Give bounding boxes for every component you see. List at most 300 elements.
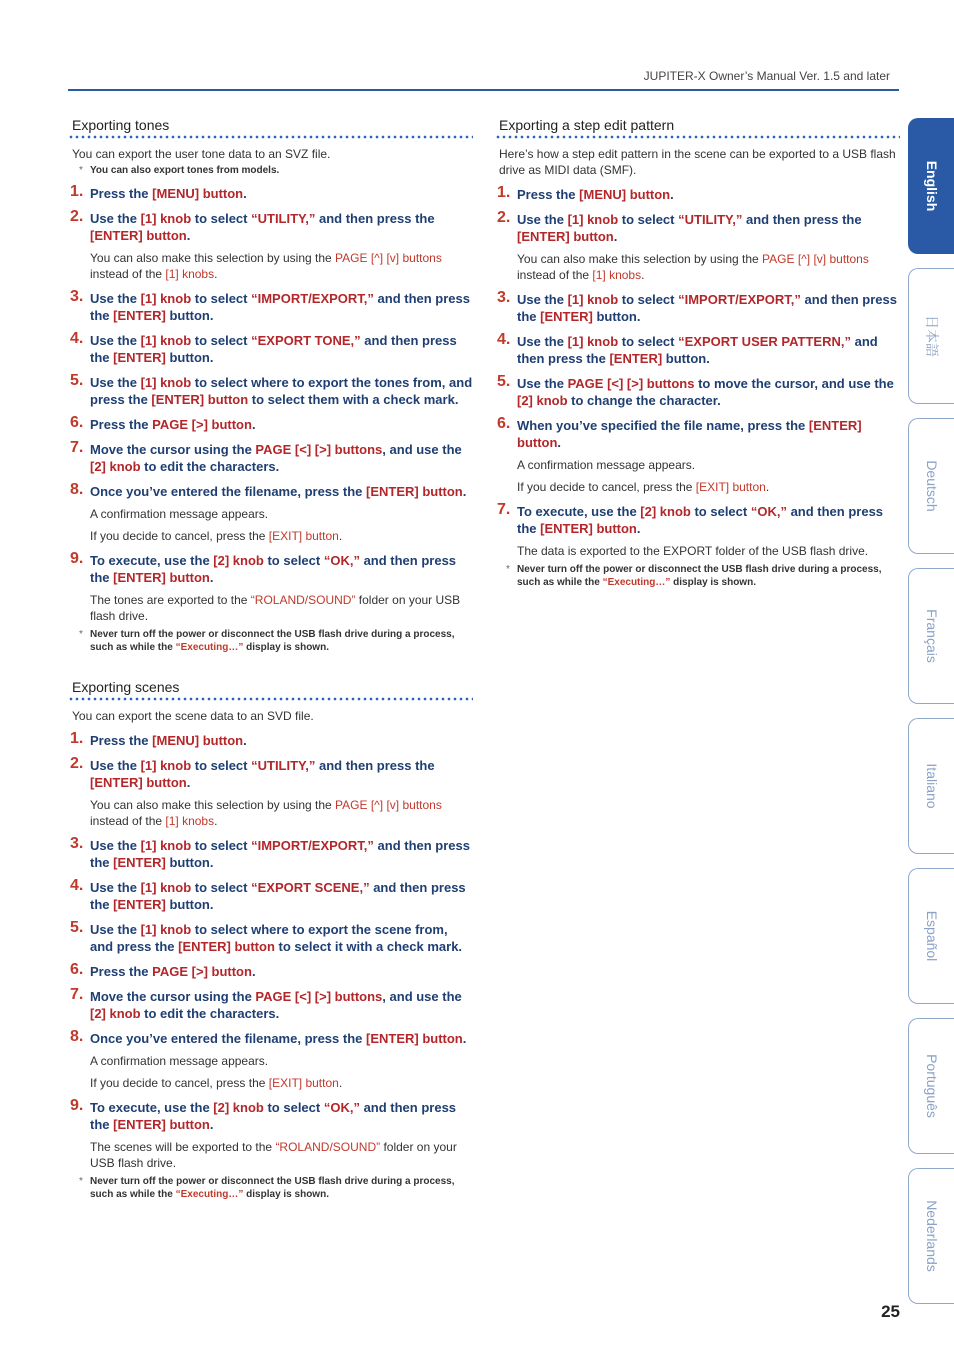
highlight-text: [ENTER] button [517, 418, 862, 450]
step-text [90, 185, 473, 202]
step-number: 7. [497, 501, 511, 518]
step-item [68, 963, 473, 980]
step-item [68, 879, 473, 913]
section-intro: You can export the scene data to an SVD file. [72, 709, 314, 723]
step-text [90, 732, 473, 749]
highlight-text: [1] knob [140, 922, 192, 937]
text-run: to change the character. [567, 393, 721, 408]
step-item [68, 921, 473, 955]
text-run: . [462, 484, 467, 499]
highlight-text: [1] knob [140, 758, 192, 773]
header-rule [68, 89, 899, 91]
text-run: To execute, use the [90, 1100, 214, 1115]
text-run: Move the cursor using the [90, 442, 256, 457]
text-run: The scenes will be exported to the [90, 1140, 276, 1154]
text-run: to select [690, 504, 751, 519]
text-run: button. [662, 351, 710, 366]
step-text [90, 1030, 473, 1047]
text-run: You can also make this selection by using the [90, 798, 336, 812]
text-run: . [251, 964, 256, 979]
step-list [68, 185, 473, 654]
text-run: When you’ve specified the file name, press the [517, 418, 809, 433]
text-run: Use the [517, 212, 568, 227]
text-run: Never turn off the power or disconnect the USB flash drive during a process, such as while the [90, 1176, 455, 1200]
text-run: Press the [517, 187, 580, 202]
highlight-text: [EXIT] button [268, 1076, 339, 1090]
text-run: . [214, 814, 218, 828]
section-intro: You can export the user tone data to an SVZ file. [72, 147, 331, 161]
dotted-divider [495, 135, 900, 139]
step-number: 2. [497, 209, 511, 226]
text-run: to select it with a check mark. [274, 939, 463, 954]
section-exporting-tones [68, 116, 473, 654]
language-tab[interactable] [908, 1168, 954, 1304]
text-run: to select [191, 333, 252, 348]
highlight-text: PAGE [<] [>] buttons [255, 442, 383, 457]
text-run: Never turn off the power or disconnect the USB flash drive during a process, such as while the [517, 564, 882, 588]
step-number: 4. [497, 331, 511, 348]
step-number: 3. [497, 289, 511, 306]
highlight-text: [1] knob [140, 291, 192, 306]
step-number: 1. [497, 184, 511, 201]
step-number: 8. [70, 481, 84, 498]
step-number: 6. [70, 961, 84, 978]
step-item [68, 988, 473, 1022]
step-item [495, 291, 900, 325]
text-run: . [557, 435, 562, 450]
step-item [495, 375, 900, 409]
caution-note [68, 1175, 473, 1201]
step-detail [68, 1053, 473, 1069]
text-run: to move the cursor, and use the [694, 376, 894, 391]
text-run: Once you’ve entered the filename, press the [90, 1031, 366, 1046]
text-run: Never turn off the power or disconnect the USB flash drive during a process, such as while the [90, 629, 455, 653]
text-run: If you decide to cancel, press the [90, 529, 269, 543]
text-run: button. [165, 308, 214, 323]
text-run: If you decide to cancel, press the [90, 1076, 269, 1090]
highlight-text: [ENTER] [540, 309, 593, 324]
text-run: . [209, 570, 214, 585]
highlight-text: [EXIT] button [695, 480, 766, 494]
highlight-text: [1] knobs [165, 814, 215, 828]
text-run: to select [263, 553, 324, 568]
step-item [68, 552, 473, 586]
text-run: To execute, use the [90, 553, 214, 568]
text-run: Use the [90, 922, 141, 937]
highlight-text: [ENTER] button [178, 939, 275, 954]
highlight-text: [2] knob [90, 1006, 141, 1021]
highlight-text: “EXPORT SCENE,” [251, 880, 370, 895]
text-run: Press the [90, 733, 153, 748]
step-item [68, 441, 473, 475]
step-item [68, 1099, 473, 1133]
step-number: 3. [70, 835, 84, 852]
text-run: instead of the [517, 268, 593, 282]
text-run: . [209, 1117, 214, 1132]
highlight-text: PAGE [<] [>] buttons [567, 376, 695, 391]
highlight-text: [2] knob [213, 553, 264, 568]
text-run: A confirmation message appears. [517, 458, 696, 472]
text-run: . [243, 733, 247, 748]
highlight-text: [2] knob [640, 504, 691, 519]
text-run: . [765, 480, 770, 494]
highlight-text: [ENTER] [113, 855, 166, 870]
highlight-text: “OK,” [323, 1100, 360, 1115]
text-run: Use the [90, 880, 141, 895]
text-run: . [641, 268, 645, 282]
text-run: . [243, 186, 247, 201]
step-number: 6. [70, 414, 84, 431]
highlight-text: [ENTER] [113, 308, 166, 323]
step-number: 2. [70, 755, 84, 772]
text-run: . [186, 228, 191, 243]
text-run: and then press the [517, 292, 897, 324]
text-run: To execute, use the [517, 504, 641, 519]
text-run: , and use the [382, 442, 462, 457]
text-run: folder on your USB flash drive. [90, 1140, 457, 1170]
text-run: and then press the [90, 553, 457, 585]
language-tab-label: Español [923, 910, 940, 962]
step-text [90, 963, 473, 980]
text-run: A confirmation message appears. [90, 507, 269, 521]
highlight-text: [ENTER] [609, 351, 663, 366]
step-list [495, 186, 900, 589]
step-number: 8. [70, 1028, 84, 1045]
language-tab[interactable] [908, 268, 954, 404]
highlight-text: PAGE [^] [v] buttons [762, 252, 869, 266]
text-run: . [251, 417, 256, 432]
highlight-text: [1] knob [140, 838, 192, 853]
highlight-text: [ENTER] button [365, 484, 463, 499]
language-tab[interactable] [908, 718, 954, 854]
highlight-text: [1] knob [140, 880, 192, 895]
text-run: Use the [90, 291, 141, 306]
text-run: to select [191, 880, 252, 895]
highlight-text: [MENU] button [579, 187, 671, 202]
step-text [90, 552, 473, 586]
step-item [495, 186, 900, 203]
step-detail [495, 251, 900, 283]
dotted-divider [68, 135, 473, 139]
text-run: and then press the [315, 211, 435, 226]
highlight-text: PAGE [^] [v] buttons [335, 251, 442, 265]
text-run: instead of the [90, 267, 166, 281]
text-run: and then press the [90, 1100, 457, 1132]
step-item [68, 332, 473, 366]
step-number: 1. [70, 730, 84, 747]
highlight-text: PAGE [>] button [152, 417, 252, 432]
text-run: . [338, 1076, 343, 1090]
text-run: Use the [517, 376, 568, 391]
text-run: and then press the [315, 758, 435, 773]
text-run: and then press the [517, 334, 878, 366]
step-text [90, 332, 473, 366]
text-run: and then press the [90, 333, 457, 365]
step-detail [495, 543, 900, 559]
text-run: and then press the [90, 880, 466, 912]
text-run: Use the [90, 838, 141, 853]
step-text [90, 374, 473, 408]
step-text [90, 441, 473, 475]
highlight-text: [2] knob [213, 1100, 264, 1115]
step-number: 3. [70, 288, 84, 305]
text-run: to select [618, 292, 679, 307]
highlight-text: PAGE [<] [>] buttons [255, 989, 383, 1004]
text-run: display is shown. [243, 642, 329, 653]
step-detail [68, 592, 473, 624]
text-run: to select them with a check mark. [248, 392, 459, 407]
step-item [68, 757, 473, 791]
step-detail [68, 528, 473, 544]
language-tab-label: 日本語 [923, 315, 940, 357]
text-run: If you decide to cancel, press the [517, 480, 696, 494]
text-run: to select where to export the tones from, and press the [90, 375, 473, 407]
highlight-text: [2] knob [517, 393, 568, 408]
section-title: Exporting scenes [72, 679, 180, 695]
text-run: Use the [517, 292, 568, 307]
caution-note [495, 563, 900, 589]
step-text [517, 186, 900, 203]
text-run: to select [618, 212, 679, 227]
highlight-text: [1] knob [140, 375, 192, 390]
text-run: and then press the [90, 838, 470, 870]
highlight-text: [ENTER] button [90, 775, 187, 790]
text-run: button. [165, 350, 214, 365]
text-run: to select [191, 758, 252, 773]
text-run: Press the [90, 964, 153, 979]
highlight-text: [ENTER] button [517, 229, 614, 244]
text-run: display is shown. [243, 1189, 329, 1200]
step-number: 9. [70, 550, 84, 567]
highlight-text: [1] knobs [165, 267, 215, 281]
section-title: Exporting tones [72, 117, 170, 133]
text-run: button. [165, 897, 214, 912]
highlight-text: “OK,” [323, 553, 360, 568]
step-number: 9. [70, 1097, 84, 1114]
section-title: Exporting a step edit pattern [499, 117, 675, 133]
step-item [68, 837, 473, 871]
text-run: Once you’ve entered the filename, press the [90, 484, 366, 499]
step-text [90, 921, 473, 955]
step-number: 7. [70, 986, 84, 1003]
step-text [90, 837, 473, 871]
language-tab-label: Français [923, 609, 940, 663]
highlight-text: “IMPORT/EXPORT,” [678, 292, 801, 307]
step-number: 6. [497, 415, 511, 432]
text-run: and then press the [90, 291, 470, 323]
text-run: Press the [90, 417, 153, 432]
step-number: 2. [70, 208, 84, 225]
step-text [90, 757, 473, 791]
highlight-text: “UTILITY,” [251, 211, 316, 226]
highlight-text: PAGE [^] [v] buttons [335, 798, 442, 812]
highlight-text: “Executing…” [175, 642, 244, 653]
section-intro: Here’s how a step edit pattern in the scene can be exported to a USB flash drive as MIDI data (SMF). [499, 147, 896, 177]
text-run: to select [191, 211, 252, 226]
text-run: instead of the [90, 814, 166, 828]
step-item [495, 503, 900, 537]
highlight-text: “OK,” [750, 504, 787, 519]
step-text [90, 416, 473, 433]
step-number: 7. [70, 439, 84, 456]
text-run: to select [191, 838, 252, 853]
language-tab-label: Deutsch [923, 460, 940, 512]
step-text [90, 290, 473, 324]
step-detail [68, 1075, 473, 1091]
text-run: Use the [90, 758, 141, 773]
step-text [517, 375, 900, 409]
page-number: 25 [881, 1302, 900, 1321]
step-item [495, 211, 900, 245]
caution-note [68, 628, 473, 654]
text-run: to select where to export the scene from, and press the [90, 922, 448, 954]
text-run: and then press the [517, 504, 884, 536]
step-text [517, 503, 900, 537]
step-detail [68, 797, 473, 829]
step-number: 4. [70, 330, 84, 347]
step-detail [495, 457, 900, 473]
step-list [68, 732, 473, 1201]
step-text [90, 988, 473, 1022]
highlight-text: “EXPORT TONE,” [251, 333, 361, 348]
text-run: . [214, 267, 218, 281]
step-item [495, 417, 900, 451]
step-number: 5. [70, 919, 84, 936]
language-tab[interactable] [908, 1018, 954, 1154]
step-text [90, 879, 473, 913]
text-run: to edit the characters. [140, 1006, 280, 1021]
highlight-text: [ENTER] button [151, 392, 249, 407]
highlight-text: [ENTER] button [113, 1117, 210, 1132]
step-item [68, 290, 473, 324]
text-run: Use the [90, 211, 141, 226]
step-text [517, 291, 900, 325]
step-item [68, 374, 473, 408]
language-tab[interactable] [908, 568, 954, 704]
step-text [90, 483, 473, 500]
highlight-text: [MENU] button [152, 733, 244, 748]
text-run: to select [191, 291, 252, 306]
step-text [90, 210, 473, 244]
step-item [68, 732, 473, 749]
text-run: to select [618, 334, 679, 349]
step-number: 1. [70, 183, 84, 200]
highlight-text: [ENTER] [113, 897, 166, 912]
language-tab-label: Nederlands [923, 1200, 940, 1272]
step-item [68, 210, 473, 244]
text-run: . [462, 1031, 467, 1046]
highlight-text: [1] knob [140, 333, 192, 348]
highlight-text: [ENTER] button [365, 1031, 463, 1046]
language-tab[interactable] [908, 118, 954, 254]
text-run: . [613, 229, 618, 244]
text-run: display is shown. [670, 577, 756, 588]
language-tab-label: Italiano [923, 763, 940, 809]
step-item [68, 1030, 473, 1047]
text-run: button. [592, 309, 641, 324]
text-run: The data is exported to the EXPORT folder of the USB flash drive. [517, 544, 869, 558]
text-run: . [670, 187, 674, 202]
dotted-divider [68, 697, 473, 701]
text-run: You can also make this selection by using the [517, 252, 763, 266]
step-item [68, 483, 473, 500]
text-run: Use the [517, 334, 568, 349]
highlight-text: [MENU] button [152, 186, 244, 201]
highlight-text: “Executing…” [602, 577, 671, 588]
language-tab-label: English [923, 160, 940, 212]
step-detail [68, 250, 473, 282]
step-detail [68, 506, 473, 522]
text-run: The tones are exported to the [90, 593, 251, 607]
text-run: Use the [90, 375, 141, 390]
note: * You can also export tones from models. [68, 164, 473, 177]
left-column [68, 116, 473, 1205]
highlight-text: “IMPORT/EXPORT,” [251, 291, 374, 306]
text-run: You can also make this selection by using the [90, 251, 336, 265]
header-title: JUPITER-X Owner’s Manual Ver. 1.5 and later [643, 69, 890, 83]
highlight-text: “UTILITY,” [251, 758, 316, 773]
highlight-text: “IMPORT/EXPORT,” [251, 838, 374, 853]
highlight-text: [1] knobs [592, 268, 642, 282]
step-number: 4. [70, 877, 84, 894]
language-tab-label: Português [923, 1054, 940, 1118]
step-text [517, 333, 900, 367]
text-run: , and use the [382, 989, 462, 1004]
section-exporting-scenes [68, 678, 473, 1201]
highlight-text: [1] knob [567, 292, 619, 307]
language-tab[interactable] [908, 418, 954, 554]
step-detail [495, 479, 900, 495]
highlight-text: [ENTER] button [113, 570, 210, 585]
text-run: Use the [90, 333, 141, 348]
highlight-text: PAGE [>] button [152, 964, 252, 979]
text-run: to select [263, 1100, 324, 1115]
highlight-text: “Executing…” [175, 1189, 244, 1200]
text-run: Move the cursor using the [90, 989, 256, 1004]
highlight-text: [1] knob [567, 212, 619, 227]
text-run: button. [165, 855, 214, 870]
language-tab[interactable] [908, 868, 954, 1004]
step-item [68, 185, 473, 202]
step-text [517, 211, 900, 245]
step-text [90, 1099, 473, 1133]
step-detail [68, 1139, 473, 1171]
highlight-text: [ENTER] button [540, 521, 637, 536]
text-run: . [338, 529, 343, 543]
step-item [68, 416, 473, 433]
highlight-text: “ROLAND/SOUND” [275, 1140, 381, 1154]
text-run: A confirmation message appears. [90, 1054, 269, 1068]
highlight-text: [1] knob [567, 334, 619, 349]
step-text [517, 417, 900, 451]
highlight-text: [2] knob [90, 459, 141, 474]
text-run: folder on your USB flash drive. [90, 593, 461, 623]
text-run: . [636, 521, 641, 536]
highlight-text: [ENTER] [113, 350, 166, 365]
highlight-text: [1] knob [140, 211, 192, 226]
highlight-text: [EXIT] button [268, 529, 339, 543]
step-item [495, 333, 900, 367]
text-run: . [186, 775, 191, 790]
right-column [495, 116, 900, 593]
highlight-text: “EXPORT USER PATTERN,” [678, 334, 851, 349]
step-number: 5. [497, 373, 511, 390]
highlight-text: “ROLAND/SOUND” [250, 593, 356, 607]
highlight-text: “UTILITY,” [678, 212, 743, 227]
step-number: 5. [70, 372, 84, 389]
highlight-text: [ENTER] button [90, 228, 187, 243]
text-run: Press the [90, 186, 153, 201]
